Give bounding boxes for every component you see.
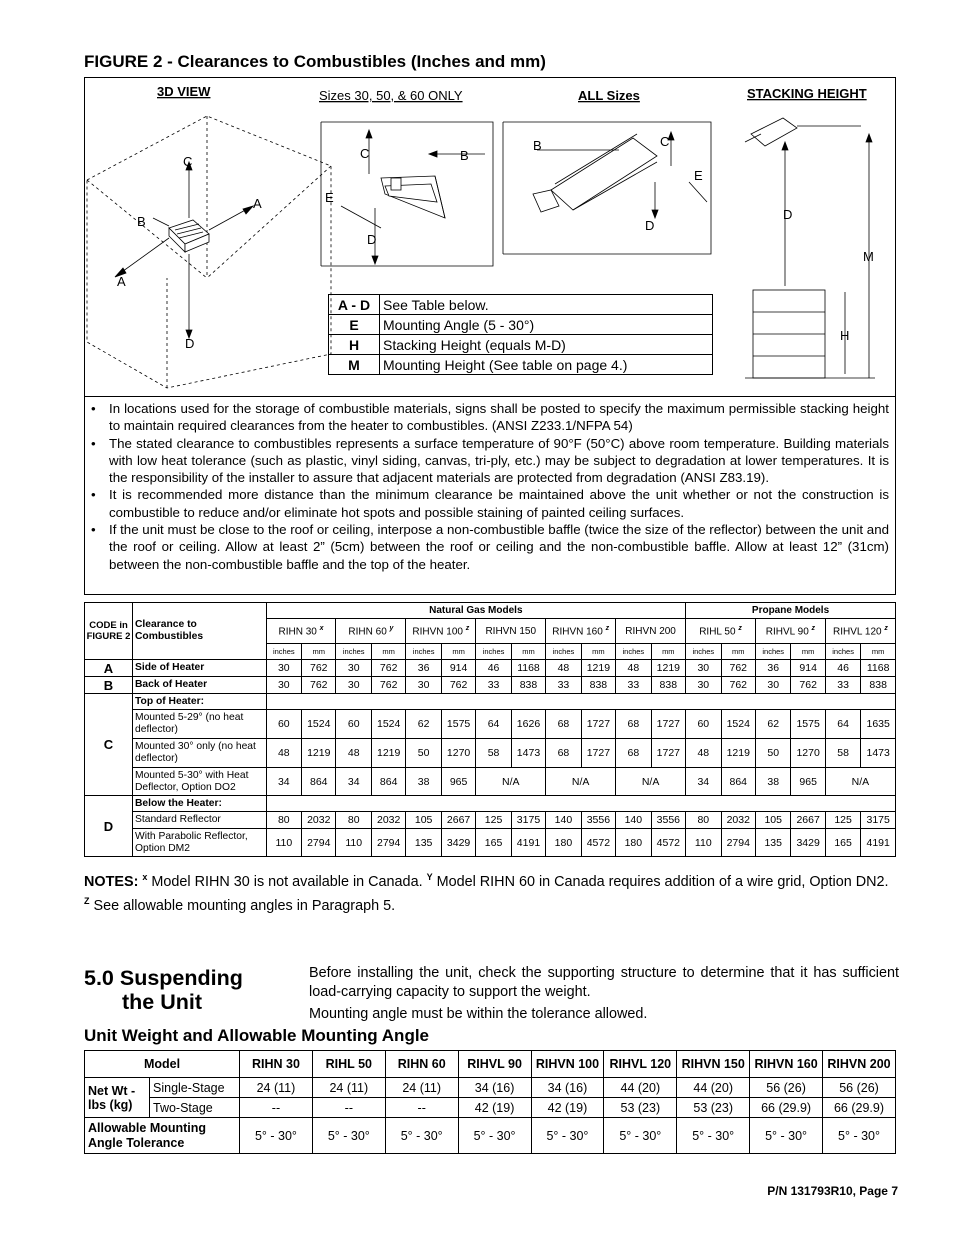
model-name: RIHVN 160	[750, 1051, 823, 1078]
table-cell: 53 (23)	[604, 1098, 677, 1118]
unit-inches: inches	[406, 644, 441, 660]
model-name: RIHN 60	[348, 626, 387, 638]
legend-value: Stacking Height (equals M-D)	[380, 335, 713, 355]
model-name: RIHVN 200	[625, 625, 676, 637]
table-cell: 838	[651, 677, 685, 694]
table-cell: 3556	[651, 812, 685, 829]
table-cell: 110	[266, 829, 301, 857]
table-cell: 180	[546, 829, 581, 857]
table-cell: 105	[406, 812, 441, 829]
table-cell: --	[240, 1098, 313, 1118]
label-c-all: C	[660, 134, 670, 149]
table-cell: 64	[825, 710, 860, 739]
table-cell: 1219	[721, 739, 755, 768]
unit-inches: inches	[616, 644, 651, 660]
unit-inches: inches	[336, 644, 371, 660]
table-cell: 864	[371, 768, 405, 796]
table-cell: 125	[476, 812, 511, 829]
table-cell: 33	[476, 677, 511, 694]
table-notes	[84, 868, 898, 916]
group-spacer	[266, 694, 895, 710]
propane-header: Propane Models	[686, 603, 896, 619]
table-cell: N/A	[825, 768, 895, 796]
table-cell: 965	[441, 768, 475, 796]
table-cell: 30	[336, 660, 371, 677]
legend-value: Mounting Angle (5 - 30°)	[380, 315, 713, 335]
unit-mm: mm	[581, 644, 615, 660]
table-cell: 48	[616, 660, 651, 677]
table-cell: 762	[721, 677, 755, 694]
single-stage-label: Single-Stage	[150, 1078, 240, 1098]
row-label: Standard Reflector	[133, 812, 267, 829]
table-cell: 2032	[302, 812, 336, 829]
note-bullet: • In locations used for the storage of combustible materials, signs shall be posted to specify the maximum permissible stacking height to maintain required clearances from the heater to combustibles. (ANSI Z233.1/NFPA 54)	[89, 400, 889, 435]
table-cell: 33	[616, 677, 651, 694]
model-footnote-marker: z	[884, 624, 888, 632]
label-a-right-3d: A	[253, 196, 262, 211]
table-cell: 3429	[791, 829, 825, 857]
note-bullet: • If the unit must be close to the roof or ceiling, interpose a non-combustible baffle (twice the size of the reflector) between the unit and the roof or ceiling. Allow at least 2” (5cm) between the roof or ceiling and the non-combustible baffle. Allow at least 12” (31cm) between the non-combustible baffle and the top of the heater.	[89, 521, 889, 573]
natural-gas-header: Natural Gas Models	[266, 603, 685, 619]
table-cell: 838	[861, 677, 896, 694]
table-cell: 56 (26)	[823, 1078, 896, 1098]
table-cell: 2667	[441, 812, 475, 829]
table-cell: 165	[476, 829, 511, 857]
table-cell: 48	[686, 739, 721, 768]
table-cell: 1219	[302, 739, 336, 768]
table-cell: 42 (19)	[458, 1098, 531, 1118]
table-cell: 2667	[791, 812, 825, 829]
model-footnote-marker: z	[811, 624, 816, 632]
note-z-text: See allowable mounting angles in Paragraph 5.	[93, 897, 396, 914]
table-cell: 50	[406, 739, 441, 768]
unit-mm: mm	[651, 644, 685, 660]
unit-inches: inches	[266, 644, 301, 660]
model-name: RIHVN 150	[677, 1051, 750, 1078]
notes-prefix: NOTES:	[84, 873, 139, 890]
table-cell: 1524	[371, 710, 405, 739]
table-cell: 965	[791, 768, 825, 796]
legend-key: A - D	[329, 295, 380, 315]
unit-inches: inches	[546, 644, 581, 660]
unit-mm: mm	[302, 644, 336, 660]
row-label: Mounted 5-29° (no heat deflector)	[133, 710, 267, 739]
table-cell: 34	[266, 768, 301, 796]
table-cell: 62	[755, 710, 790, 739]
table-cell: 80	[686, 812, 721, 829]
row-label: Back of Heater	[133, 677, 267, 694]
note-x-text: Model RIHN 30 is not available in Canada.	[151, 873, 423, 890]
table-cell: 62	[406, 710, 441, 739]
table-cell: 24 (11)	[385, 1078, 458, 1098]
table-cell: 66 (29.9)	[750, 1098, 823, 1118]
table-cell: 135	[755, 829, 790, 857]
table-cell: 140	[616, 812, 651, 829]
clearance-header: Clearance to Combustibles	[133, 603, 267, 660]
note-y-text: Model RIHN 60 in Canada requires addition of a wire grid, Option DN2.	[436, 873, 889, 890]
table-cell: 1219	[651, 660, 685, 677]
legend-value: See Table below.	[380, 295, 713, 315]
unit-mm: mm	[371, 644, 405, 660]
all-sizes-label: ALL Sizes	[578, 88, 640, 103]
angle-tolerance-label: Allowable Mounting Angle Tolerance	[85, 1118, 240, 1154]
table-cell: 3175	[861, 812, 896, 829]
table-cell: 4191	[511, 829, 545, 857]
table-cell: N/A	[546, 768, 616, 796]
table-cell: 5° - 30°	[385, 1118, 458, 1154]
table-cell: 165	[825, 829, 860, 857]
row-label: Mounted 5-30° with Heat Deflector, Option DO2	[133, 768, 267, 796]
table-cell: 34 (16)	[531, 1078, 604, 1098]
table-cell: 3175	[511, 812, 545, 829]
table-cell: 30	[686, 660, 721, 677]
model-header: Model	[85, 1051, 240, 1078]
two-stage-label: Two-Stage	[150, 1098, 240, 1118]
table-cell: 30	[266, 660, 301, 677]
section-title-line2: the Unit	[122, 990, 203, 1014]
model-header	[825, 619, 895, 644]
table-cell: 1168	[861, 660, 896, 677]
note-bullet: • It is recommended more distance than the minimum clearance be maintained above the unit whether or not the construction is combustible to reduce and/or eliminate hot spots and possible staining of painted ceiling surfaces.	[89, 486, 889, 521]
table-cell: --	[312, 1098, 385, 1118]
unit-mm: mm	[511, 644, 545, 660]
figure-notes	[85, 396, 895, 573]
table-cell: 110	[686, 829, 721, 857]
table-cell: 53 (23)	[677, 1098, 750, 1118]
table-cell: 30	[266, 677, 301, 694]
table-cell: 1219	[581, 660, 615, 677]
table-cell: 864	[302, 768, 336, 796]
model-header	[546, 619, 616, 644]
table-cell: 762	[302, 660, 336, 677]
label-m-stack: M	[863, 249, 874, 264]
unit-inches: inches	[476, 644, 511, 660]
row-label: With Parabolic Reflector, Option DM2	[133, 829, 267, 857]
unit-inches: inches	[686, 644, 721, 660]
unit-mm: mm	[861, 644, 896, 660]
table-cell: 110	[336, 829, 371, 857]
note-z-marker: Z	[84, 895, 90, 906]
section-para: Mounting angle must be within the tolerance allowed.	[309, 1006, 648, 1022]
stacking-height-diagram	[745, 86, 875, 378]
table-cell: 4572	[581, 829, 615, 857]
table-cell: 68	[546, 710, 581, 739]
table-cell: 5° - 30°	[312, 1118, 385, 1154]
table-cell: 2794	[721, 829, 755, 857]
table-cell: 5° - 30°	[240, 1118, 313, 1154]
figure-title: FIGURE 2 - Clearances to Combustibles (Inches and mm)	[84, 52, 546, 71]
model-name: RIHVL 120	[833, 626, 882, 638]
table-cell: 864	[721, 768, 755, 796]
table-cell: 48	[546, 660, 581, 677]
table-cell: 762	[302, 677, 336, 694]
table-cell: N/A	[476, 768, 546, 796]
table-cell: 914	[791, 660, 825, 677]
label-h-stack: H	[840, 328, 850, 343]
model-name: RIHL 50	[312, 1051, 385, 1078]
table-cell: 762	[721, 660, 755, 677]
table-cell: 1575	[791, 710, 825, 739]
model-name: RIHN 60	[385, 1051, 458, 1078]
note-bullet: • The stated clearance to combustibles represents a surface temperature of 90°F (50°C) above room temperature. Building materials with low heat tolerance (such as plastic, vinyl siding, canvas, tri-ply, etc.) may be subject to degradation at lower temperatures. It is the responsibility of the installer to assure that adjacent materials are protected from degradation (ANSI Z83.19).	[89, 435, 889, 487]
table-cell: 180	[616, 829, 651, 857]
table-cell: 42 (19)	[531, 1098, 604, 1118]
table-cell: 140	[546, 812, 581, 829]
table-cell: 838	[581, 677, 615, 694]
model-header	[476, 619, 546, 644]
table-cell: 68	[546, 739, 581, 768]
table-cell: 1270	[791, 739, 825, 768]
model-footnote-marker: x	[319, 624, 324, 632]
table-cell: 762	[371, 660, 405, 677]
table-cell: 4191	[861, 829, 896, 857]
table-cell: 1473	[511, 739, 545, 768]
all-sizes-diagram	[503, 88, 711, 254]
section-body	[309, 964, 899, 1027]
row-label: Side of Heater	[133, 660, 267, 677]
table-cell: 34 (16)	[458, 1078, 531, 1098]
table-cell: 5° - 30°	[531, 1118, 604, 1154]
table-cell: 1727	[651, 710, 685, 739]
table-cell: 46	[476, 660, 511, 677]
table-cell: 5° - 30°	[823, 1118, 896, 1154]
unit-mm: mm	[791, 644, 825, 660]
label-e-all: E	[694, 168, 703, 183]
model-name: RIHL 50	[699, 626, 736, 638]
model-header	[406, 619, 476, 644]
table-cell: 58	[825, 739, 860, 768]
unit-inches: inches	[825, 644, 860, 660]
table-cell: 5° - 30°	[750, 1118, 823, 1154]
table-cell: 24 (11)	[240, 1078, 313, 1098]
table-cell: 68	[616, 710, 651, 739]
legend-key: H	[329, 335, 380, 355]
label-e-sizes: E	[325, 190, 334, 205]
model-name: RIHVN 150	[485, 625, 537, 637]
sizes-label: Sizes 30, 50, & 60 ONLY	[319, 88, 463, 103]
note-y-marker: Y	[426, 872, 433, 882]
table-cell: 30	[686, 677, 721, 694]
table-cell: 68	[616, 739, 651, 768]
row-code: B	[85, 677, 133, 694]
table-cell: 1727	[651, 739, 685, 768]
table-cell: 33	[546, 677, 581, 694]
model-name: RIHVN 100	[412, 626, 463, 638]
row-label: Mounted 30° only (no heat deflector)	[133, 739, 267, 768]
model-name: RIHVL 90	[765, 626, 809, 638]
table-cell: 58	[476, 739, 511, 768]
legend-key: M	[329, 355, 380, 375]
3d-view-diagram	[87, 84, 331, 388]
model-name: RIHVN 200	[823, 1051, 896, 1078]
model-footnote-marker: y	[389, 624, 394, 632]
sizes-30-50-60-diagram	[319, 88, 493, 266]
table-cell: 44 (20)	[604, 1078, 677, 1098]
unit-mm: mm	[441, 644, 475, 660]
table-cell: 1219	[371, 739, 405, 768]
label-b-all: B	[533, 138, 542, 153]
table-cell: 24 (11)	[312, 1078, 385, 1098]
model-footnote-marker: z	[605, 624, 610, 632]
table-cell: 30	[755, 677, 790, 694]
table-cell: 4572	[651, 829, 685, 857]
table-cell: 135	[406, 829, 441, 857]
row-group-label: Top of Heater:	[133, 694, 267, 710]
table-cell: 36	[755, 660, 790, 677]
table-cell: 60	[266, 710, 301, 739]
model-name: RIHN 30	[278, 626, 317, 638]
model-name: RIHVN 100	[531, 1051, 604, 1078]
3d-view-label: 3D VIEW	[157, 84, 211, 99]
row-code: C	[85, 694, 133, 796]
label-b-sizes: B	[460, 148, 469, 163]
table-cell: --	[385, 1098, 458, 1118]
table-cell: 60	[336, 710, 371, 739]
clearance-table	[84, 602, 896, 857]
table-cell: 60	[686, 710, 721, 739]
label-d-sizes: D	[367, 232, 377, 247]
figure-box	[84, 77, 896, 595]
model-footnote-marker: z	[738, 624, 742, 632]
table-cell: 1727	[581, 710, 615, 739]
table-cell: 34	[686, 768, 721, 796]
stacking-label: STACKING HEIGHT	[747, 86, 867, 101]
table-cell: 34	[336, 768, 371, 796]
table-cell: 2794	[371, 829, 405, 857]
table-cell: 1168	[511, 660, 545, 677]
label-d-stack: D	[783, 207, 793, 222]
table-cell: 1524	[721, 710, 755, 739]
row-group-label: Below the Heater:	[133, 796, 267, 812]
model-header	[336, 619, 406, 644]
table-cell: 33	[825, 677, 860, 694]
table-cell: 2032	[371, 812, 405, 829]
table-cell: 762	[791, 677, 825, 694]
model-name: RIHVL 120	[604, 1051, 677, 1078]
net-weight-label: Net Wt - lbs (kg)	[85, 1078, 150, 1118]
section-title-line1: 5.0 Suspending	[84, 966, 243, 990]
table-cell: 105	[755, 812, 790, 829]
model-name: RIHVN 160	[552, 626, 603, 638]
unit-mm: mm	[721, 644, 755, 660]
table-cell: 56 (26)	[750, 1078, 823, 1098]
model-name: RIHN 30	[240, 1051, 313, 1078]
weight-table-title: Unit Weight and Allowable Mounting Angle	[84, 1026, 430, 1045]
table-cell: 914	[441, 660, 475, 677]
code-header: CODE in FIGURE 2	[85, 603, 133, 660]
page-footer: P/N 131793R10, Page 7	[767, 1184, 898, 1198]
table-cell: N/A	[616, 768, 686, 796]
section-title	[84, 966, 243, 1014]
table-cell: 3429	[441, 829, 475, 857]
table-cell: 2032	[721, 812, 755, 829]
table-cell: 5° - 30°	[677, 1118, 750, 1154]
note-x-marker: x	[142, 872, 148, 882]
legend-value: Mounting Height (See table on page 4.)	[380, 355, 713, 375]
group-spacer	[266, 796, 895, 812]
label-a-left-3d: A	[117, 274, 126, 289]
table-cell: 50	[755, 739, 790, 768]
table-cell: 838	[511, 677, 545, 694]
label-c-3d: C	[183, 154, 193, 169]
table-cell: 1727	[581, 739, 615, 768]
table-cell: 1575	[441, 710, 475, 739]
table-cell: 36	[406, 660, 441, 677]
table-cell: 64	[476, 710, 511, 739]
table-cell: 1635	[861, 710, 896, 739]
table-cell: 1270	[441, 739, 475, 768]
row-code: D	[85, 796, 133, 857]
table-cell: 125	[825, 812, 860, 829]
table-cell: 48	[266, 739, 301, 768]
legend-key: E	[329, 315, 380, 335]
table-cell: 762	[441, 677, 475, 694]
model-footnote-marker: z	[465, 624, 470, 632]
weight-table	[84, 1050, 896, 1154]
table-cell: 3556	[581, 812, 615, 829]
table-cell: 1626	[511, 710, 545, 739]
table-cell: 1473	[861, 739, 896, 768]
table-cell: 80	[266, 812, 301, 829]
table-cell: 44 (20)	[677, 1078, 750, 1098]
table-cell: 2794	[302, 829, 336, 857]
unit-inches: inches	[755, 644, 790, 660]
table-cell: 5° - 30°	[458, 1118, 531, 1154]
label-d-3d: D	[185, 336, 195, 351]
table-cell: 30	[406, 677, 441, 694]
table-cell: 46	[825, 660, 860, 677]
model-header	[755, 619, 825, 644]
model-header	[686, 619, 756, 644]
row-code: A	[85, 660, 133, 677]
table-cell: 66 (29.9)	[823, 1098, 896, 1118]
table-cell: 762	[371, 677, 405, 694]
label-c-sizes: C	[360, 146, 370, 161]
model-name: RIHVL 90	[458, 1051, 531, 1078]
model-header	[616, 619, 686, 644]
label-b-3d: B	[137, 214, 146, 229]
table-cell: 48	[336, 739, 371, 768]
model-header	[266, 619, 336, 644]
label-d-all: D	[645, 218, 655, 233]
table-cell: 38	[406, 768, 441, 796]
table-cell: 30	[336, 677, 371, 694]
figure-legend	[328, 294, 713, 375]
section-para: Before installing the unit, check the supporting structure to determine that it has sufficient load-carrying capacity to support the weight.	[309, 965, 899, 1000]
table-cell: 5° - 30°	[604, 1118, 677, 1154]
table-cell: 38	[755, 768, 790, 796]
table-cell: 1524	[302, 710, 336, 739]
table-cell: 80	[336, 812, 371, 829]
